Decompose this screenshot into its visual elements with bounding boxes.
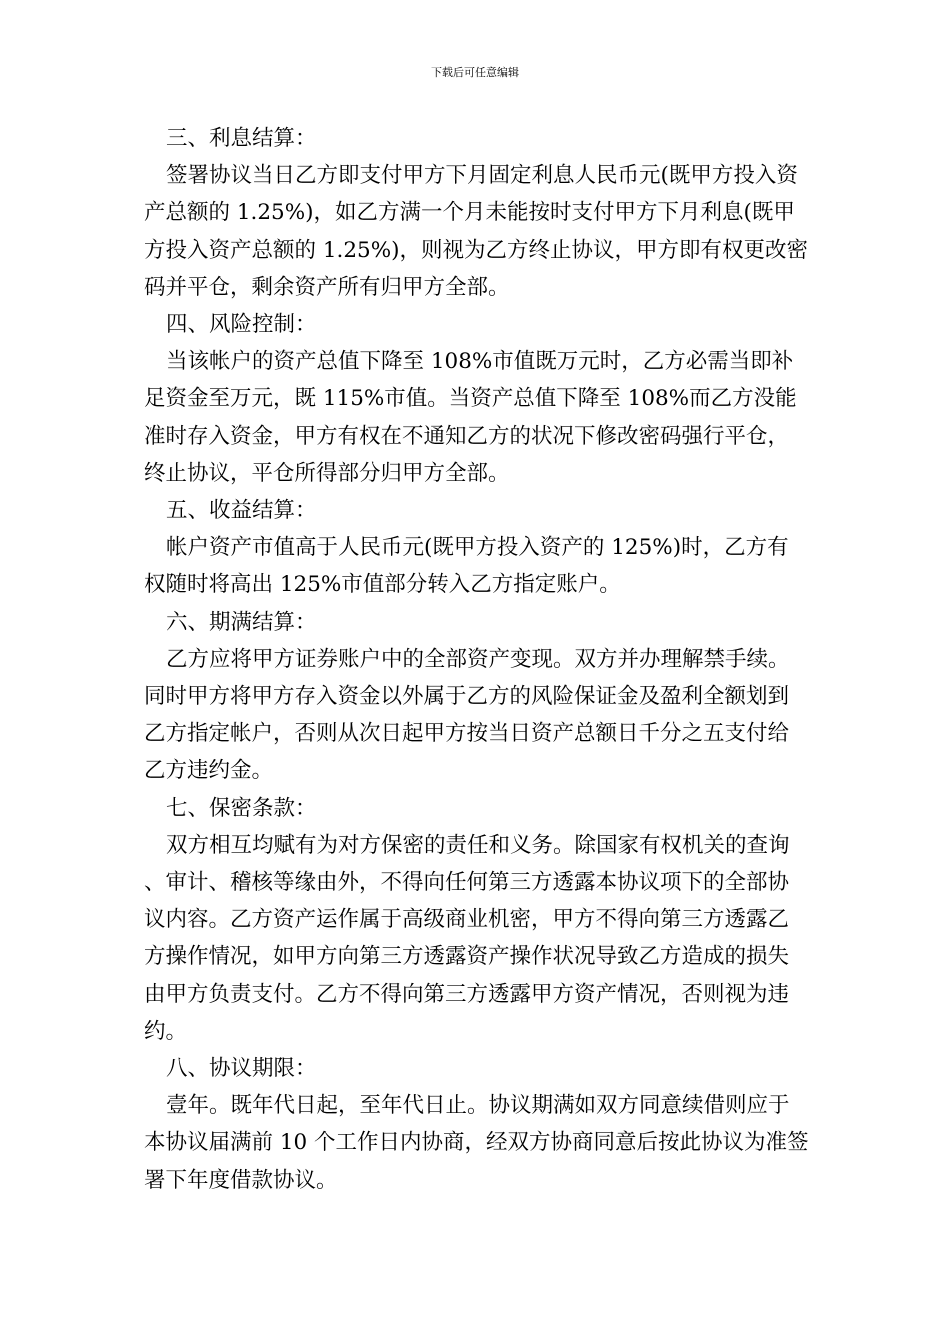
section-heading-interest: 三、利息结算： [166, 126, 317, 151]
section-heading-risk: 四、风险控制： [166, 312, 317, 338]
section-heading-confidentiality: 七、保密条款： [166, 795, 317, 821]
section-body-maturity: 乙方应将甲方证券账户中的全部资产变现。双方并办理解禁手续。同时甲方将甲方存入资金以外属于乙方的风险保证金及盈利全额划到乙方指定帐户，否则从次日起甲方按当日资产总额日千分之五支付给乙方违约金。 [144, 646, 790, 784]
section-body-income: 帐户资产市值高于人民币元(既甲方投入资产的 125%)时，乙方有权随时将高出 125%市值部分转入乙方指定账户。 [144, 535, 789, 598]
section-body-interest: 签署协议当日乙方即支付甲方下月固定利息人民币元(既甲方投入资产总额的 1.25%)，如乙方满一个月未能按时支付甲方下月利息(既甲方投入资产总额的 1.25%)，则视为乙方终止协议，甲方即有权更改密码并平仓，剩余资产所有归甲方全部。 [144, 163, 809, 300]
section-heading-maturity: 六、期满结算： [166, 609, 317, 635]
section-body-term: 壹年。既年代日起，至年代日止。协议期满如双方同意续借则应于本协议届满前 10 个工作日内协商，经双方协商同意后按此协议为准签署下年度借款协议。 [144, 1093, 809, 1193]
page-header: 下载后可任意编辑 [431, 66, 519, 79]
section-heading-income: 五、收益结算： [166, 498, 317, 524]
document-body [144, 120, 810, 1199]
section-body-confidentiality: 双方相互均赋有为对方保密的责任和义务。除国家有权机关的查询、审计、稽核等缘由外，不得向任何第三方透露本协议项下的全部协议内容。乙方资产运作属于高级商业机密，甲方不得向第三方透露乙方操作情况，如甲方向第三方透露资产操作状况导致乙方造成的损失由甲方负责支付。乙方不得向第三方透露甲方资产情况，否则视为违约。 [144, 832, 790, 1044]
section-heading-term: 八、协议期限： [166, 1056, 317, 1082]
section-body-risk: 当该帐户的资产总值下降至 108%市值既万元时，乙方必需当即补足资金至万元，既 115%市值。当资产总值下降至 108%而乙方没能准时存入资金，甲方有权在不通知乙方的状况下修改密码强行平仓，终止协议，平仓所得部分归甲方全部。 [144, 349, 797, 486]
